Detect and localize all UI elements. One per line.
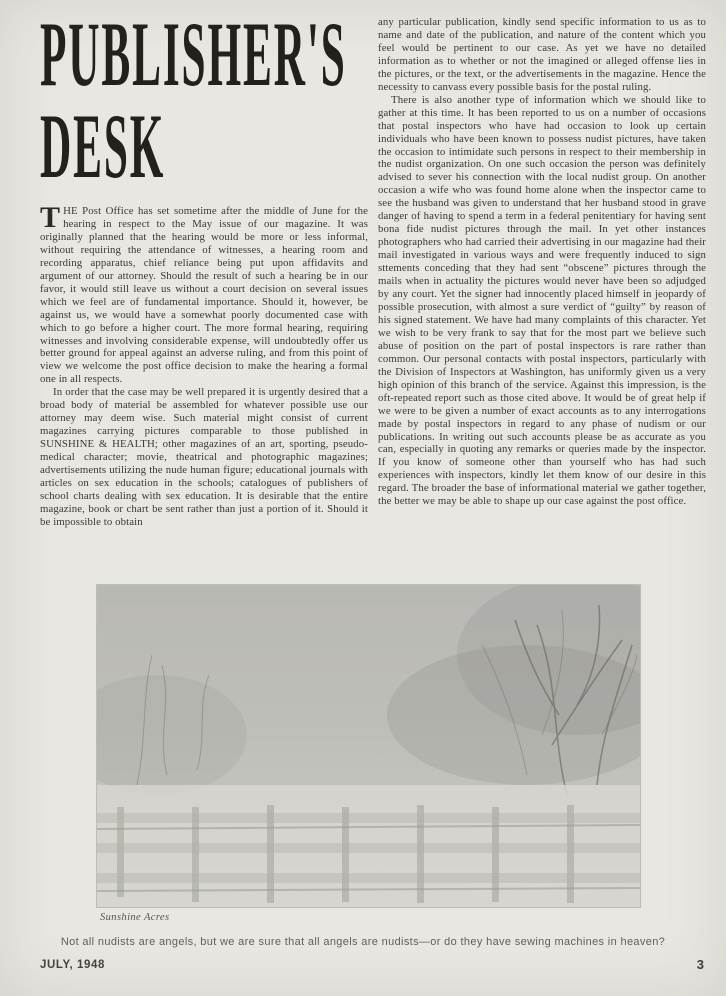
article-column-right xyxy=(378,16,706,508)
article-paragraph: There is also another type of information which we should like to gather at this time. It has been reported to us on a number of occasions that postal inspectors who have had occasion to look up certain individuals who have been known to possess nudist pictures, have taken the occasion to intimidate such persons in respect to their membership in the nudist organization. On one such occasion the person was definitely advised to sever his connection with the local nudist group. On another occasion a wife who was found home alone when the inspector came to see the husband was given to understand that her husband stood in grave danger of having to spend a term in a federal penitentiary for having sent bona fide nudist pictures through the mail. In yet other instances photographers who had carried their advertising in our magazine had their mail investigated in various ways and were frequently induced to sign sttements conceding that they had sent “obscene” pictures through the mails when in actuality the pictures would never have been so adjudged by any court. Yet the signer had innocently placed himself in jeopardy of possible prosecution, with almost a sure verdict of “guilty” by reason of his signed statement. We have had many complaints of this character. Yet we wish to be very frank to say that for the most part we believe such abuse of position on the part of postal inspectors is rare rather than common. Our personal contacts with postal inspectors, particularly with the Division of Inspectors at Washington, has uniformly given us a very high opinion of this branch of the service. Against this impression, is the oft-repeated report such as those cited above. It would be of great help if we were to be given a number of exact accounts as to any interrogations made by postal inspectors in regard to any phase of nudism or our publications. In writing out such accounts please be as accurate as you can, especially in quoting any remarks or queries made by the inspector. If you know of someone other than yourself who has had such experiences with inspectors, kindly let them know of our desire in this regard. The broader the base of informational material we gather together, the better we may be able to shape up our case against the post office. xyxy=(378,93,706,508)
photo-scenery-graphic xyxy=(97,585,640,907)
article-paragraph: THE Post Office has set sometime after the middle of June for the hearing in respect to the May issue of our magazine. It was originally planned that the hearing would be more or less informal, without requiring the attendance of witnesses, a hearing room and recording apparatus, chief reliance being put upon affidavits and argument of our attorney. Should the result of such a hearing be in our favor, it would still leave us without a court decision on several issues which we feel are of fundamental importance. Should it, however, be against us, we would have a somewhat poorly documented case with which to go before a higher court. The more formal hearing, requiring witnesses and involving considerable expense, will undoubtedly offer us better ground for appeal against an adverse ruling, and from this point of view we welcome the post office decision to make the hearing a formal one in all respects. xyxy=(40,201,368,386)
tagline-text: Not all nudists are angels, but we are sure that all angels are nudists—or do they have sewing machines in heaven? xyxy=(60,936,666,948)
page-title-line1: PUBLISHER'S xyxy=(40,3,347,105)
drop-cap: T xyxy=(40,201,61,234)
article-photo-placeholder xyxy=(97,585,640,907)
footer-page-number: 3 xyxy=(696,957,704,972)
page-title-line2: DESK xyxy=(40,95,166,197)
footer-issue-date: JULY, 1948 xyxy=(40,959,106,971)
article-paragraph: any particular publication, kindly send specific information to us as to name and date of the publication, and nature of the content which you feel would be pertinent to our case. As yet we have no detailed information as to whether or not the imagined or alleged offense lies in the pictures, or the text, or the advertisements in the magazine. Hence the necessity to canvass every possible basis for the postal ruling. xyxy=(378,16,706,93)
article-column-left xyxy=(40,201,368,529)
article-paragraph: In order that the case may be well prepared it is urgently desired that a broad body of material be assembled for whatever possible use our attorney may deem wise. Such material might consist of current magazines carrying pictures comparable to those published in SUNSHINE & HEALTH; other magazines of an art, sporting, pseudo-medical character; movie, theatrical and photographic magazines; advertisements utilizing the nude human figure; educational journals with articles on sex education in the schools; catalogues of publishers of school charts dealing with sex education. It is desirable that the entire magazine, book or chart be sent rather than just a portion of it. Should it be impossible to obtain xyxy=(40,386,368,528)
photo-caption: Sunshine Acres xyxy=(100,912,170,923)
